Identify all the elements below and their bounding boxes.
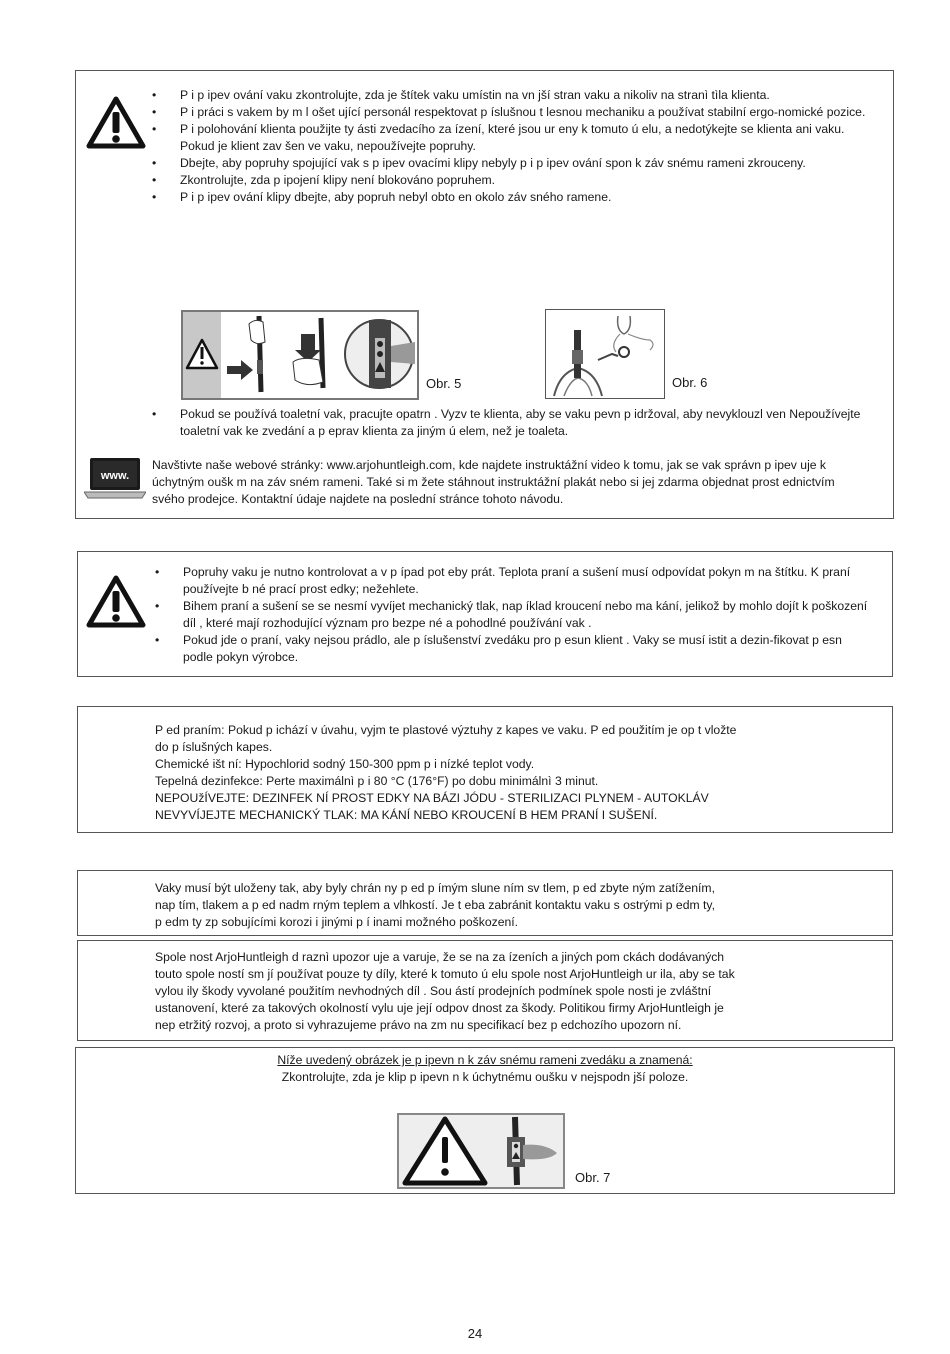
washing-line: Chemické išt ní: Hypochlorid sodný 150-300 ppm p i nízké teplot vody. [155, 757, 535, 771]
label-text: Zkontrolujte, zda je klip p ipevn n k úchytnému oušku v nejspodn jší poloze. [281, 1070, 689, 1084]
list-item: • Zkontrolujte, zda p ipojení klipy není blokováno popruhem. [152, 172, 872, 189]
figure-6-caption: Obr. 6 [672, 375, 708, 390]
storage-box [77, 870, 893, 936]
list-item: • P i p ipev ování klipy dbejte, aby popruh nebyl obto en okolo záv sného ramene. [152, 189, 872, 206]
figure-7-illustration [397, 1113, 565, 1189]
list-item: • Pokud jde o praní, vaky nejsou prádlo, ale p íslušenství zvedáku pro p esun klient . Vaky se musí istit a dezin-fikovat p esn podle pokyn výrobce. [155, 632, 873, 666]
bullet-list-toilet [152, 406, 872, 440]
parts-line: vylou ily škody vyvolané použitím nevhodných díl . Sou ástí prodejních podmínek spole nosti je zvláštní [155, 984, 712, 998]
label-heading: Níže uvedený obrázek je p ipevn n k záv snému rameni zvedáku a znamená: [277, 1053, 693, 1067]
parts-line: nep etržitý rozvoj, a proto si vyhrazujeme právo na zm nu specifikací bez p edchozího upozorn ní. [155, 1018, 682, 1032]
list-item: • Bihem praní a sušení se se nesmí vyvíjet mechanický tlak, nap íklad kroucení nebo ma kání, jelikož by mohlo dojít k poškození díl , které mají rozhodující význam pro bezpe né a pohodlné používání vak . [155, 598, 873, 632]
clip-attachment-illustration [183, 312, 417, 398]
parts-line: ustanovení, které za takových okolností vylu uje její odpov dnost za škody. Politikou firmy ArjoHuntleigh je [155, 1001, 724, 1015]
list-item: • Popruhy vaku je nutno kontrolovat a v p ípad pot eby prát. Teplota praní a sušení musí odpovídat pokyn m na štítku. K praní používejte b né prací prost edky; nežehlete. [155, 564, 873, 598]
warning-clip-label-illustration [399, 1115, 563, 1187]
washing-line: NEPOUžÍVEJTE: DEZINFEK NÍ PROST EDKY NA BÁZI JÓDU - STERILIZACI PLYNEM - AUTOKLÁV [155, 791, 709, 805]
storage-line: nap tím, tlakem a p ed nadm rným teplem a vlhkostí. Je t eba zabránit kontaktu vaku s ostrými p edm ty, [155, 898, 715, 912]
washing-line: Tepelná dezinfekce: Perte maximálnì p i 80 °C (176°F) po dobu minimálnì 3 minut. [155, 774, 599, 788]
figure-6-illustration [545, 309, 665, 399]
list-item: • P i p ipev ování vaku zkontrolujte, zda je štítek vaku umístin na vn jší stran vaku a nikoliv na stranì tìla klienta. [152, 87, 872, 104]
washing-line: do p íslušných kapes. [155, 740, 273, 754]
washing-line: P ed praním: Pokud p ichází v úvahu, vyjm te plastové výztuhy z kapes ve vaku. P ed použitím je op t vložte [155, 723, 737, 737]
parts-line: Spole nost ArjoHuntleigh d raznì upozor uje a varuje, že se na za ízeních a jiných pom ckách dodávaných [155, 950, 725, 964]
label-explanation-box [75, 1047, 895, 1194]
figure-5-illustration [181, 310, 419, 400]
page-number: 24 [467, 1326, 483, 1341]
figure-5-caption: Obr. 5 [426, 376, 462, 391]
www-label: www. [100, 470, 130, 482]
clip-hook-illustration [546, 310, 664, 398]
bullet-list-washing [155, 564, 873, 666]
figure-7-caption: Obr. 7 [575, 1170, 611, 1185]
storage-line: p edm ty zp sobujícími korozi i jinými p í inami možného poškození. [155, 915, 519, 929]
warning-triangle-icon [86, 574, 146, 630]
website-info-text: Navštivte naše webové stránky: www.arjohuntleigh.com, kde najdete instruktážní video k tomu, jak se vak správn p ipev uje k úchytným oušk m na záv sném rameni. Také si m žete stáhnout instruktážní plakát nebo si jej zdarma objednat prost ednictvím svého prodejce. Kontaktní údaje najdete na poslední stránce tohoto návodu. [152, 458, 835, 506]
parts-line: touto spole ností sm jí používat pouze ty díly, které k tomuto ú elu spole nost ArjoHuntleigh ur ila, aby se tak [155, 967, 735, 981]
washing-line: NEVYVÍJEJTE MECHANICKÝ TLAK: MA KÁNÍ NEBO KROUCENÍ B HEM PRANÍ I SUŠENÍ. [155, 808, 658, 822]
list-item: • Pokud se používá toaletní vak, pracujte opatrn . Vyzv te klienta, aby se vaku pevn p idržoval, aby nevyklouzl ven Nepoužívejte toaletní vak ke zvedání a p eprav klienta za jiným ú elem, než je toaleta. [152, 406, 872, 440]
bullet-list-attachment [152, 87, 872, 206]
storage-line: Vaky musí být uloženy tak, aby byly chrán ny p ed p ímým slune ním sv tlem, p ed zbyte ným zatížením, [155, 881, 715, 895]
list-item: • P i práci s vakem by m l ošet ující personál respektovat p íslušnou t lesnou mechaniku a používat stabilní ergo-nomické pozice. [152, 104, 872, 121]
warning-box-attachment [75, 70, 894, 519]
warning-triangle-icon [86, 95, 146, 151]
warning-box-washing [77, 551, 893, 677]
list-item: • Dbejte, aby popruhy spojující vak s p ipev ovacími klipy nebyly p i p ipev ování spon k záv snému rameni zkrouceny. [152, 155, 872, 172]
list-item: • P i polohování klienta použijte ty ásti zvedacího za ízení, které jsou ur eny k tomuto ú elu, a nedotýkejte se klienta ani vaku. Pokud je klient zav šen ve vaku, nepoužívejte popruhy. [152, 121, 872, 155]
www-laptop-icon [84, 456, 146, 500]
parts-warning-box [77, 940, 893, 1041]
washing-instructions-box [77, 706, 893, 833]
